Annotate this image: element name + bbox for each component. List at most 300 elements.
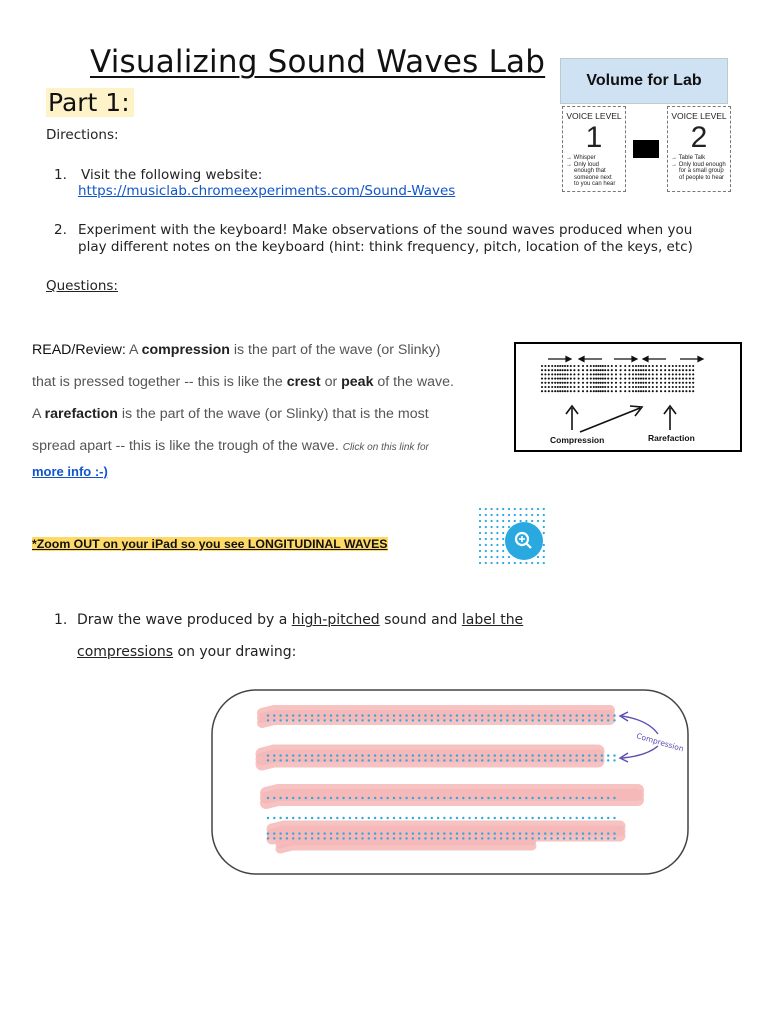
wave-dot (513, 797, 515, 799)
wave-dot (349, 837, 351, 839)
zoom-dot (514, 514, 516, 516)
diagram-dot (624, 369, 626, 371)
wave-dot (563, 719, 565, 721)
read-text: A (32, 406, 45, 422)
wave-dot (525, 832, 527, 834)
diagram-dot (624, 365, 626, 367)
wave-dot (563, 817, 565, 819)
wave-dot (563, 837, 565, 839)
voice-level-2-card (667, 106, 731, 192)
wave-dot (330, 837, 332, 839)
wave-dot (519, 837, 521, 839)
wave-dot (317, 719, 319, 721)
wave-dot (374, 837, 376, 839)
wave-dot (292, 797, 294, 799)
diagram-dot (607, 390, 609, 392)
wave-dot (569, 797, 571, 799)
wave-dot (418, 754, 420, 756)
diagram-dot (640, 390, 642, 392)
wave-dot (298, 837, 300, 839)
diagram-dot (685, 390, 687, 392)
wave-dot (324, 817, 326, 819)
diagram-dot (604, 382, 606, 384)
term-crest: crest (286, 374, 321, 390)
diagram-dot (551, 365, 553, 367)
wave-dot (481, 754, 483, 756)
wave-dot (544, 714, 546, 716)
zoom-dot (496, 538, 498, 540)
wave-dot (462, 714, 464, 716)
wave-dot (405, 714, 407, 716)
wave-dot (437, 714, 439, 716)
wave-dot (462, 797, 464, 799)
diagram-dot (675, 386, 677, 388)
wave-dot (286, 837, 288, 839)
wave-dot (443, 817, 445, 819)
diagram-dot (652, 365, 654, 367)
wave-dot (525, 714, 527, 716)
diagram-dot (668, 382, 670, 384)
wave-dot (468, 837, 470, 839)
zoom-dot (485, 508, 487, 510)
diagram-dot (590, 386, 592, 388)
diagram-dot (692, 386, 694, 388)
wave-dot (330, 817, 332, 819)
wave-dot (456, 719, 458, 721)
diagram-dot (660, 365, 662, 367)
wave-dot (374, 817, 376, 819)
wave-dot (368, 714, 370, 716)
diagram-dot (640, 373, 642, 375)
wave-dot (576, 719, 578, 721)
wave-dot (387, 837, 389, 839)
wave-dot (443, 837, 445, 839)
wave-dot (437, 754, 439, 756)
wave-dot (393, 754, 395, 756)
wave-dot (487, 754, 489, 756)
wave-dot (267, 832, 269, 834)
diagram-dot (645, 373, 647, 375)
diagram-dot (600, 373, 602, 375)
zoom-circle (505, 522, 543, 560)
voice-level-2-label: VOICE LEVEL (671, 111, 727, 121)
wave-dot (531, 759, 533, 761)
diagram-dot (602, 378, 604, 380)
wave-dot (424, 817, 426, 819)
zoom-dot (508, 562, 510, 564)
diagram-dot (562, 382, 564, 384)
diagram-dot (635, 365, 637, 367)
wave-dot (418, 719, 420, 721)
read-line-1 (32, 334, 510, 366)
scribble-stroke (280, 846, 532, 849)
diagram-dot (632, 390, 634, 392)
wave-dot (361, 759, 363, 761)
diagram-dot (660, 386, 662, 388)
wave-dot (506, 759, 508, 761)
diagram-dot (541, 386, 543, 388)
diagram-dot (620, 382, 622, 384)
wave-dot (273, 714, 275, 716)
wave-dot (355, 754, 357, 756)
voice-level-2-desc-line: → Only loud enough (671, 161, 726, 168)
diagram-dot (689, 369, 691, 371)
wave-dot (399, 837, 401, 839)
diagram-dot (586, 390, 588, 392)
zoom-dot (543, 520, 545, 522)
wave-dot (456, 759, 458, 761)
diagram-dot (557, 373, 559, 375)
wave-dot (380, 837, 382, 839)
diagram-dot (573, 382, 575, 384)
wave-dot (355, 714, 357, 716)
wave-dot (361, 797, 363, 799)
diagram-dot (597, 390, 599, 392)
diagram-dot (635, 378, 637, 380)
wave-dot (374, 797, 376, 799)
zoom-dot (479, 562, 481, 564)
wave-dot (317, 797, 319, 799)
wave-dot (431, 837, 433, 839)
wave-dot (317, 714, 319, 716)
read-review-lead: READ/Review: (32, 342, 126, 358)
wave-dot (399, 719, 401, 721)
diagram-dot (600, 382, 602, 384)
zoom-dot (491, 556, 493, 558)
diagram-dot (664, 373, 666, 375)
wave-dot (487, 817, 489, 819)
term-peak: peak (341, 374, 374, 390)
wave-dot (286, 719, 288, 721)
wave-dot (525, 817, 527, 819)
zoom-dot (543, 562, 545, 564)
diagram-dot (628, 365, 630, 367)
diagram-dot (679, 369, 681, 371)
diagram-dot (648, 369, 650, 371)
wave-dot (412, 719, 414, 721)
diagram-dot (573, 365, 575, 367)
wave-dot (525, 754, 527, 756)
diagram-dot (615, 386, 617, 388)
diagram-dot (541, 365, 543, 367)
wave-dot (588, 797, 590, 799)
q1-text: sound and (379, 612, 462, 628)
wave-dot (475, 754, 477, 756)
zoom-dot (491, 550, 493, 552)
diagram-dot (607, 378, 609, 380)
q1-high-pitched: high-pitched (291, 612, 380, 628)
diagram-dot (582, 373, 584, 375)
zoom-dot (543, 550, 545, 552)
wave-dot (286, 797, 288, 799)
zoom-dot (502, 544, 504, 546)
diagram-dot (582, 386, 584, 388)
wave-dot (317, 754, 319, 756)
wave-dot (317, 837, 319, 839)
wave-dot (450, 754, 452, 756)
term-compression: compression (141, 342, 230, 358)
read-text: or (320, 374, 342, 390)
diagram-dot (640, 386, 642, 388)
compression-annotation: Compression (635, 731, 685, 754)
wave-dot (368, 797, 370, 799)
diagram-dot (567, 378, 569, 380)
wave-dot (443, 714, 445, 716)
diagram-dot (642, 373, 644, 375)
zoom-dot (496, 544, 498, 546)
wave-dot (538, 797, 540, 799)
wave-dot (576, 817, 578, 819)
wave-dot (531, 754, 533, 756)
diagram-arrows (548, 357, 703, 362)
wave-dot (292, 832, 294, 834)
wave-dot (292, 759, 294, 761)
wave-dot (267, 754, 269, 756)
diagram-dot (679, 365, 681, 367)
wave-dot (286, 714, 288, 716)
wave-dot (431, 754, 433, 756)
zoom-dot (479, 520, 481, 522)
wave-dot (292, 837, 294, 839)
wave-dot (462, 719, 464, 721)
zoom-dot (496, 514, 498, 516)
diagram-dot (624, 382, 626, 384)
diagram-dot (559, 373, 561, 375)
wave-dot (513, 832, 515, 834)
diagram-dot (548, 369, 550, 371)
zoom-dot (491, 520, 493, 522)
diagram-dot (656, 378, 658, 380)
wave-dot (273, 817, 275, 819)
diagram-dot (595, 382, 597, 384)
diagram-dot (600, 378, 602, 380)
wave-dot (613, 759, 615, 761)
wave-dot (519, 817, 521, 819)
wave-dot (576, 759, 578, 761)
step-1-number: 1. (54, 167, 67, 183)
diagram-dot (564, 365, 566, 367)
diagram-dot (593, 386, 595, 388)
diagram-dot (541, 390, 543, 392)
diagram-dot (685, 365, 687, 367)
wave-dot (538, 837, 540, 839)
wave-dot (538, 714, 540, 716)
wave-dot (399, 817, 401, 819)
wave-dot (487, 759, 489, 761)
wave-dot (481, 817, 483, 819)
voice-level-1-desc-line: → Only loud (566, 161, 600, 168)
diagram-dot (656, 365, 658, 367)
diagram-dot (582, 365, 584, 367)
wave-dot (387, 817, 389, 819)
wave-dot (500, 817, 502, 819)
wave-dot (475, 832, 477, 834)
diagram-dot (541, 373, 543, 375)
diagram-dot (692, 373, 694, 375)
wave-dot (292, 754, 294, 756)
diagram-dot (660, 378, 662, 380)
diagram-dot (672, 373, 674, 375)
wave-dot (500, 759, 502, 761)
wave-dot (443, 832, 445, 834)
zoom-dot (520, 562, 522, 564)
diagram-dot (590, 390, 592, 392)
diagram-dot (642, 386, 644, 388)
diagram-dot (602, 369, 604, 371)
voice-level-1-desc-line: → Whisper (566, 155, 596, 161)
step-2 (54, 222, 754, 258)
diagram-dot (602, 386, 604, 388)
wave-dot (462, 754, 464, 756)
wave-dot (298, 832, 300, 834)
diagram-dot (638, 369, 640, 371)
diagram-dot (590, 378, 592, 380)
wave-dot (349, 817, 351, 819)
wave-dot (582, 759, 584, 761)
diagram-dot (664, 382, 666, 384)
zoom-dot (485, 520, 487, 522)
diagram-dot (604, 365, 606, 367)
wave-dot (487, 719, 489, 721)
wave-dot (513, 719, 515, 721)
diagram-dot (551, 386, 553, 388)
wave-dot (531, 837, 533, 839)
wave-dot (557, 754, 559, 756)
diagram-dot (559, 369, 561, 371)
voice-level-1-desc (563, 153, 625, 188)
wave-dot (279, 719, 281, 721)
diagram-dot (607, 373, 609, 375)
diagram-dot (679, 386, 681, 388)
wave-dot (576, 797, 578, 799)
wave-dot (279, 759, 281, 761)
wave-dot (494, 817, 496, 819)
wave-dot (336, 719, 338, 721)
wave-dot (380, 759, 382, 761)
diagram-dot (567, 369, 569, 371)
wave-dot (387, 759, 389, 761)
wave-dot (475, 719, 477, 721)
wave-dot (405, 759, 407, 761)
zoom-dot (496, 550, 498, 552)
wave-dot (468, 754, 470, 756)
voice-level-2-desc-line: → Table Talk (671, 155, 706, 161)
wave-dot (361, 832, 363, 834)
diagram-dot (567, 390, 569, 392)
diagram-dot (672, 382, 674, 384)
wave-dot (330, 754, 332, 756)
diagram-dot (559, 390, 561, 392)
wave-dot (557, 759, 559, 761)
diagram-dot (656, 386, 658, 388)
read-text: of the wave. (373, 374, 454, 390)
wave-dot (601, 719, 603, 721)
wave-dot (424, 797, 426, 799)
wave-dot (563, 714, 565, 716)
wave-dot (475, 797, 477, 799)
diagram-dot (642, 382, 644, 384)
wave-dot (273, 754, 275, 756)
diagram-dot (668, 378, 670, 380)
wave-dot (431, 797, 433, 799)
wave-dot (544, 837, 546, 839)
wave-dot (393, 832, 395, 834)
diagram-dot (648, 373, 650, 375)
musiclab-link[interactable]: https://musiclab.chromeexperiments.com/Sound-Waves (78, 183, 456, 199)
diagram-dot (593, 378, 595, 380)
wave-dot (607, 832, 609, 834)
wave-dot (487, 837, 489, 839)
diagram-dot (624, 390, 626, 392)
wave-dot (550, 837, 552, 839)
diagram-dot (597, 369, 599, 371)
wave-dot (525, 719, 527, 721)
wave-dot (607, 817, 609, 819)
wave-dot (412, 797, 414, 799)
wave-dot (601, 817, 603, 819)
wave-dot (557, 817, 559, 819)
wave-dot (531, 817, 533, 819)
read-line-3 (32, 398, 510, 430)
zoom-dot (531, 562, 533, 564)
diagram-dot (679, 373, 681, 375)
diagram-dot (656, 390, 658, 392)
diagram-dot (604, 378, 606, 380)
diagram-dot (648, 386, 650, 388)
wave-dot (500, 714, 502, 716)
wave-dot (273, 832, 275, 834)
diagram-dot (645, 386, 647, 388)
zoom-dot (508, 520, 510, 522)
diagram-pointer-arrows (566, 406, 676, 432)
wave-dot (468, 832, 470, 834)
diagram-dot (586, 382, 588, 384)
wave-dot (601, 837, 603, 839)
q1-label-the: label the (461, 612, 524, 628)
wave-dot (418, 817, 420, 819)
diagram-dot (554, 382, 556, 384)
wave-dot (324, 754, 326, 756)
diagram-dot (628, 382, 630, 384)
wave-dot (475, 817, 477, 819)
wave-dot (393, 759, 395, 761)
diagram-dot (640, 382, 642, 384)
diagram-dot (593, 382, 595, 384)
diagram-dot (632, 373, 634, 375)
diagram-dot (645, 390, 647, 392)
wave-dot (424, 832, 426, 834)
wave-dot (607, 759, 609, 761)
diagram-dot (597, 378, 599, 380)
diagram-dot (645, 369, 647, 371)
zoom-dot (537, 556, 539, 558)
read-text: A (125, 342, 142, 358)
wave-dot (405, 797, 407, 799)
diagram-dot (652, 390, 654, 392)
diagram-dot (656, 382, 658, 384)
zoom-dot (491, 562, 493, 564)
wave-dot (412, 714, 414, 716)
more-info-link[interactable]: more info :-) (32, 464, 108, 479)
diagram-dot (557, 365, 559, 367)
wave-dot (588, 719, 590, 721)
diagram-dot (615, 382, 617, 384)
read-text: is the part of the wave (or Slinky) that is the most (117, 406, 429, 422)
zoom-dot (485, 550, 487, 552)
diagram-dot (689, 386, 691, 388)
zoom-dot (502, 562, 504, 564)
wave-dot (588, 754, 590, 756)
